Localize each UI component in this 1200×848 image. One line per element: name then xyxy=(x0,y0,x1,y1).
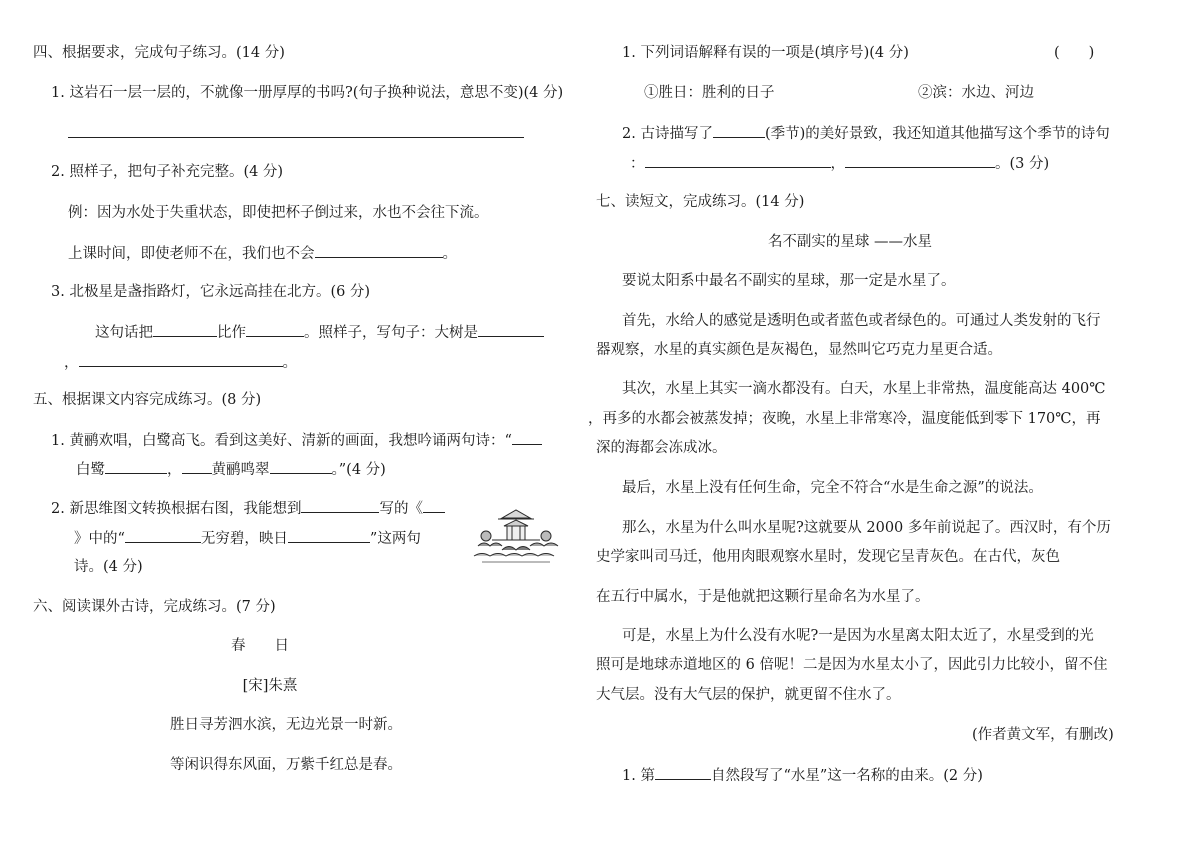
s4-q3-text-e: 。 xyxy=(282,355,297,371)
s5-q1-text-d: 黄鹂鸣翠 xyxy=(211,462,270,478)
s5-q2-blank-2[interactable] xyxy=(423,497,445,513)
poem-line-2: 等闲识得东风面，万紫千红总是春。 xyxy=(170,757,402,773)
poem-title: 春 日 xyxy=(231,638,289,654)
s5-q2-blank-1[interactable] xyxy=(301,497,379,513)
section-6-heading: 六、阅读课外古诗，完成练习。(7 分) xyxy=(33,599,276,615)
s7-q1-text-b: 自然段写了“水星”这一名称的由来。(2 分) xyxy=(710,768,983,784)
article-source: (作者黄文军，有删改) xyxy=(972,727,1114,743)
article-p3-line2: ，再多的水都会被蒸发掉；夜晚，水星上非常寒冷，温度能低到零下 170℃，再 xyxy=(588,411,1101,427)
s4-q2-blank[interactable] xyxy=(315,242,443,258)
s6-q1-answer-paren[interactable]: ( ) xyxy=(1054,45,1095,61)
s4-q3-blank-1[interactable] xyxy=(153,321,217,337)
article-p4: 最后，水星上没有任何生命，完全不符合“水是生命之源”的说法。 xyxy=(622,480,1043,496)
s5-q1-text-e: 。”(4 分) xyxy=(331,462,386,478)
article-p6-line2: 照可是地球赤道地区的 6 倍呢！二是因为水星太小了，因此引力比较小，留不住 xyxy=(596,657,1108,673)
poem-line-1: 胜日寻芳泗水滨，无边光景一时新。 xyxy=(170,717,402,733)
s4-question-2: 2. 照样子，把句子补充完整。(4 分) xyxy=(51,164,284,180)
s5-q2-line3: 诗。(4 分) xyxy=(74,559,143,575)
s6-q2-blank-3[interactable] xyxy=(845,152,995,168)
s6-q2-blank-2[interactable] xyxy=(645,152,831,168)
s4-question-3: 3. 北极星是盏指路灯，它永远高挂在北方。(6 分) xyxy=(51,284,371,300)
s6-q2-line2 xyxy=(630,152,1049,174)
article-p2-line2: 器观察，水星的真实颜色是灰褐色，显然叫它巧克力星更合适。 xyxy=(596,342,1002,358)
s4-q3-text-c: 。照样子，写句子：大树是 xyxy=(304,325,478,341)
article-p6-line1: 可是，水星上为什么没有水呢?一是因为水星离太阳太近了，水星受到的光 xyxy=(622,628,1094,644)
s4-q2-task xyxy=(68,242,457,264)
s4-q3-text-d: ， xyxy=(64,355,79,371)
pavilion-lotus-illustration xyxy=(472,506,560,564)
s6-q2-text-d: ， xyxy=(830,156,845,172)
s7-q1-text-a: 1. 第 xyxy=(622,768,655,784)
s5-q2-blank-3[interactable] xyxy=(125,527,201,543)
s4-q3-blank-2[interactable] xyxy=(246,321,304,337)
article-p5-line1: 那么，水星为什么叫水星呢?这就要从 2000 多年前说起了。西汉时，有个历 xyxy=(622,520,1111,536)
s5-q2-blank-4[interactable] xyxy=(288,527,370,543)
s6-q2-text-c: ： xyxy=(630,156,645,172)
s6-q1-option-2: ②滨：水边、河边 xyxy=(918,85,1034,101)
s4-q3-line2 xyxy=(64,351,297,373)
s5-q1-text-b: 白鹭 xyxy=(76,462,105,478)
poem-author: [宋]朱熹 xyxy=(242,678,298,694)
article-p5-line3: 在五行中属水，于是他就把这颗行星命名为水星了。 xyxy=(596,589,930,605)
s7-question-1 xyxy=(622,764,983,786)
s4-q3-blank-3[interactable] xyxy=(478,321,544,337)
s6-q2-text-a: 2. 古诗描写了 xyxy=(622,126,713,142)
article-p3-line3: 深的海都会冻成冰。 xyxy=(596,440,727,456)
s4-q2-task-end: 。 xyxy=(442,246,457,262)
section-5-heading: 五、根据课文内容完成练习。(8 分) xyxy=(33,392,262,408)
s5-q1-text-a: 1. 黄鹂欢唱，白鹭高飞。看到这美好、清新的画面，我想吟诵两句诗：“ xyxy=(51,433,512,449)
s5-q2-text-a: 2. 新思维图文转换根据右图，我能想到 xyxy=(51,501,302,517)
s5-q2-text-b: 写的《 xyxy=(379,501,423,517)
s4-question-1: 1. 这岩石一层一层的，不就像一册厚厚的书吗?(句子换种说法，意思不变)(4 分) xyxy=(51,85,564,101)
s4-q3-text-a: 这句话把 xyxy=(95,325,153,341)
s5-q1-line2 xyxy=(76,458,386,480)
s6-q2-line1 xyxy=(622,122,1110,144)
section-7-heading: 七、读短文，完成练习。(14 分) xyxy=(596,194,805,210)
section-4-heading: 四、根据要求，完成句子练习。(14 分) xyxy=(33,45,285,61)
s6-question-1: 1. 下列词语解释有误的一项是(填序号)(4 分) xyxy=(622,45,909,61)
s5-q1-blank-3[interactable] xyxy=(182,458,212,474)
s4-q2-task-text: 上课时间，即使老师不在，我们也不会 xyxy=(68,246,315,262)
article-p6-line3: 大气层。没有大气层的保护，就更留不住水了。 xyxy=(596,687,901,703)
s4-q3-blank-4[interactable] xyxy=(79,351,283,367)
s4-q1-answer-line[interactable] xyxy=(68,137,524,138)
s6-q1-option-1: ①胜日：胜利的日子 xyxy=(644,85,775,101)
s6-q2-blank-season[interactable] xyxy=(713,122,765,138)
s5-q2-line1 xyxy=(51,497,445,519)
s6-q2-text-b: (季节)的美好景致，我还知道其他描写这个季节的诗句 xyxy=(764,126,1110,142)
s5-q1-blank-2[interactable] xyxy=(105,458,167,474)
s5-q1-line1 xyxy=(51,429,542,451)
s7-q1-blank[interactable] xyxy=(655,764,711,780)
article-p3-line1: 其次，水星上其实一滴水都没有。白天，水星上非常热，温度能高达 400℃ xyxy=(622,381,1106,397)
article-p5-line2: 史学家叫司马迁，他用肉眼观察水星时，发现它呈青灰色。在古代，灰色 xyxy=(596,549,1060,565)
s5-q2-text-c: 》中的“ xyxy=(74,531,125,547)
s5-q1-blank-1[interactable] xyxy=(512,429,542,445)
s5-q1-blank-4[interactable] xyxy=(270,458,332,474)
s6-q2-text-e: 。(3 分) xyxy=(995,156,1050,172)
article-p2-line1: 首先，水给人的感觉是透明色或者蓝色或者绿色的。可通过人类发射的飞行 xyxy=(622,313,1101,329)
s5-q1-text-c: ， xyxy=(167,462,182,478)
article-title: 名不副实的星球 ——水星 xyxy=(767,234,933,250)
s4-q2-example: 例：因为水处于失重状态，即使把杯子倒过来，水也不会往下流。 xyxy=(68,205,489,221)
s4-q3-line1 xyxy=(95,321,544,343)
s5-q2-line2 xyxy=(74,527,421,549)
article-p1: 要说太阳系中最名不副实的星球，那一定是水星了。 xyxy=(622,273,956,289)
s5-q2-text-e: ”这两句 xyxy=(369,531,421,547)
s5-q2-text-d: 无穷碧，映日 xyxy=(200,531,288,547)
s4-q3-text-b: 比作 xyxy=(217,325,246,341)
